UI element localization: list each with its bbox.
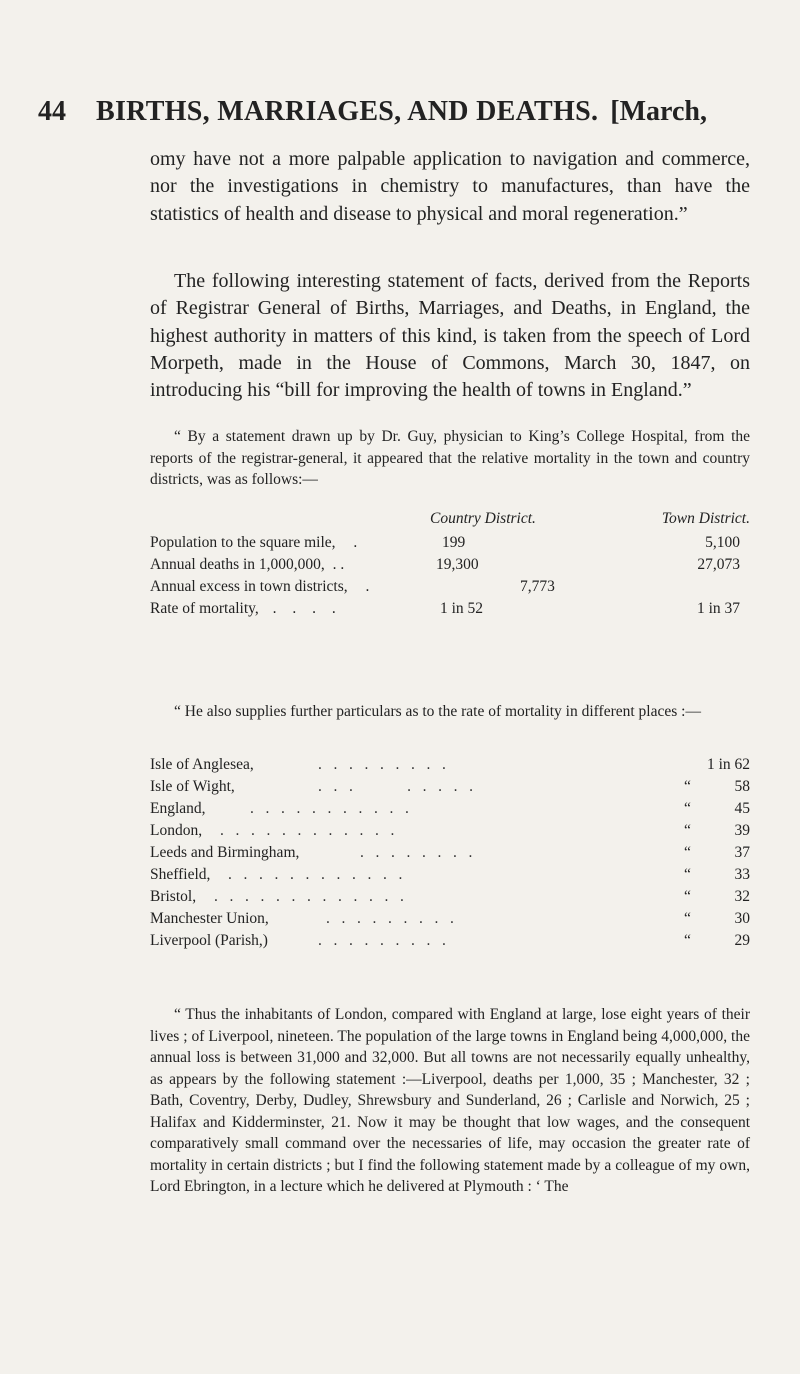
paragraph-continued: omy have not a more palpable application to navigation and commerce, nor the investigations in chemistry to manufactures, than have the statistics of health and disease to physical and moral regeneration.”: [150, 148, 750, 225]
row-label: Annual deaths in 1,000,000, . .: [150, 556, 345, 573]
mortality-rate: “ 58: [684, 778, 750, 795]
table-row: [150, 844, 750, 866]
quote-guy-statement: “ By a statement drawn up by Dr. Guy, physician to King’s College Hospital, from the reports of the registrar-general, it appeared that the relative mortality in the town and country districts, was as follows:—: [150, 428, 750, 488]
country-value: 1 in 52: [440, 600, 484, 617]
dot-leader: . . . . . . . . . . . .: [228, 866, 403, 883]
place-name: Isle of Anglesea,: [150, 756, 254, 773]
running-title: BIRTHS, MARRIAGES, AND DEATHS.: [96, 96, 599, 127]
table-row: [150, 778, 750, 800]
running-month: [March,: [610, 96, 707, 127]
dot-leader: . . . . . . . . . . . . .: [214, 888, 404, 905]
mortality-rate: “ 33: [684, 866, 750, 883]
quote-further-particulars: “ He also supplies further particulars as to the rate of mortality in different places :—: [174, 703, 701, 720]
mortality-rate: “ 32: [684, 888, 750, 905]
table-row: [150, 534, 750, 556]
place-name: Manchester Union,: [150, 910, 269, 927]
mortality-rate: 1 in 62: [706, 756, 750, 773]
town-value: 5,100: [705, 534, 740, 551]
mortality-rate: “ 45: [684, 800, 750, 817]
table-row: [150, 556, 750, 578]
place-name: England,: [150, 800, 206, 817]
country-value: 19,300: [436, 556, 479, 573]
town-value: 27,073: [697, 556, 740, 573]
table-row: [150, 910, 750, 932]
table-row: [150, 822, 750, 844]
dot-leader: . . . . . . . . .: [318, 756, 446, 773]
dot-leader: . . . . . . . . .: [318, 932, 446, 949]
dot-leader: . . . . . . . . .: [326, 910, 454, 927]
running-header: [38, 96, 738, 128]
mortality-rate: “ 39: [684, 822, 750, 839]
table-row: [150, 888, 750, 910]
row-label: Annual excess in town districts, .: [150, 578, 370, 595]
row-label: Population to the square mile, .: [150, 534, 358, 551]
excess-value: 7,773: [520, 578, 555, 595]
row-label: Rate of mortality, . . . .: [150, 600, 342, 617]
col-town-district: Town District.: [661, 510, 750, 527]
table-row: [150, 866, 750, 888]
place-name: Bristol,: [150, 888, 197, 905]
place-name: Sheffield,: [150, 866, 211, 883]
table-row: [150, 800, 750, 822]
place-name: Liverpool (Parish,): [150, 932, 268, 949]
place-name: London,: [150, 822, 203, 839]
paragraph-statement-intro: The following interesting statement of facts, derived from the Reports of Registrar General of Births, Marriages, and Deaths, in England, the highest authority in matters of this kind, is taken from the speech of Lord Morpeth, made in the House of Commons, March 30, 1847, on introducing his “bill for improving the health of towns in England.”: [150, 270, 750, 402]
town-value: 1 in 37: [696, 600, 740, 617]
table-row: [150, 578, 750, 600]
col-country-district: Country District.: [430, 510, 536, 527]
table-row: [150, 932, 750, 954]
table-row: [150, 756, 750, 778]
page-number: 44: [38, 96, 66, 127]
dot-leader: . . . . . . . . . . . .: [220, 822, 395, 839]
mortality-rate: “ 37: [684, 844, 750, 861]
mortality-rate: “ 29: [684, 932, 750, 949]
dot-leader: . . . . . . . .: [360, 844, 473, 861]
place-name: Isle of Wight,: [150, 778, 235, 795]
table-row: [150, 600, 750, 622]
place-name: Leeds and Birmingham,: [150, 844, 300, 861]
quote-london-comparison: “ Thus the inhabitants of London, compared with England at large, lose eight years of their lives ; of Liverpool, nineteen. The population of the large towns in England being 4,000,000, the annual loss is between 31,000 and 32,000. But all towns are not necessarily equally unhealthy, as appears by the following statement :—Liverpool, deaths per 1,000, 35 ; Manchester, 32 ; Bath, Coventry, Derby, Dudley, Shrewsbury and Sunderland, 26 ; Carlisle and Norwich, 25 ; Halifax and Kidderminster, 21. Now it may be thought that low wages, and the consequent comparatively small command over the necessaries of life, may occasion the greater rate of mortality in certain districts ; but I find the following statement made by a colleague of my own, Lord Ebrington, in a lecture which he delivered at Plymouth : ‘ The: [150, 1006, 750, 1195]
mortality-rate: “ 30: [684, 910, 750, 927]
dot-leader: . . . . . . . . . . .: [250, 800, 409, 817]
country-value: 199: [442, 534, 466, 551]
dot-leader: . . . . . . . .: [318, 778, 473, 795]
